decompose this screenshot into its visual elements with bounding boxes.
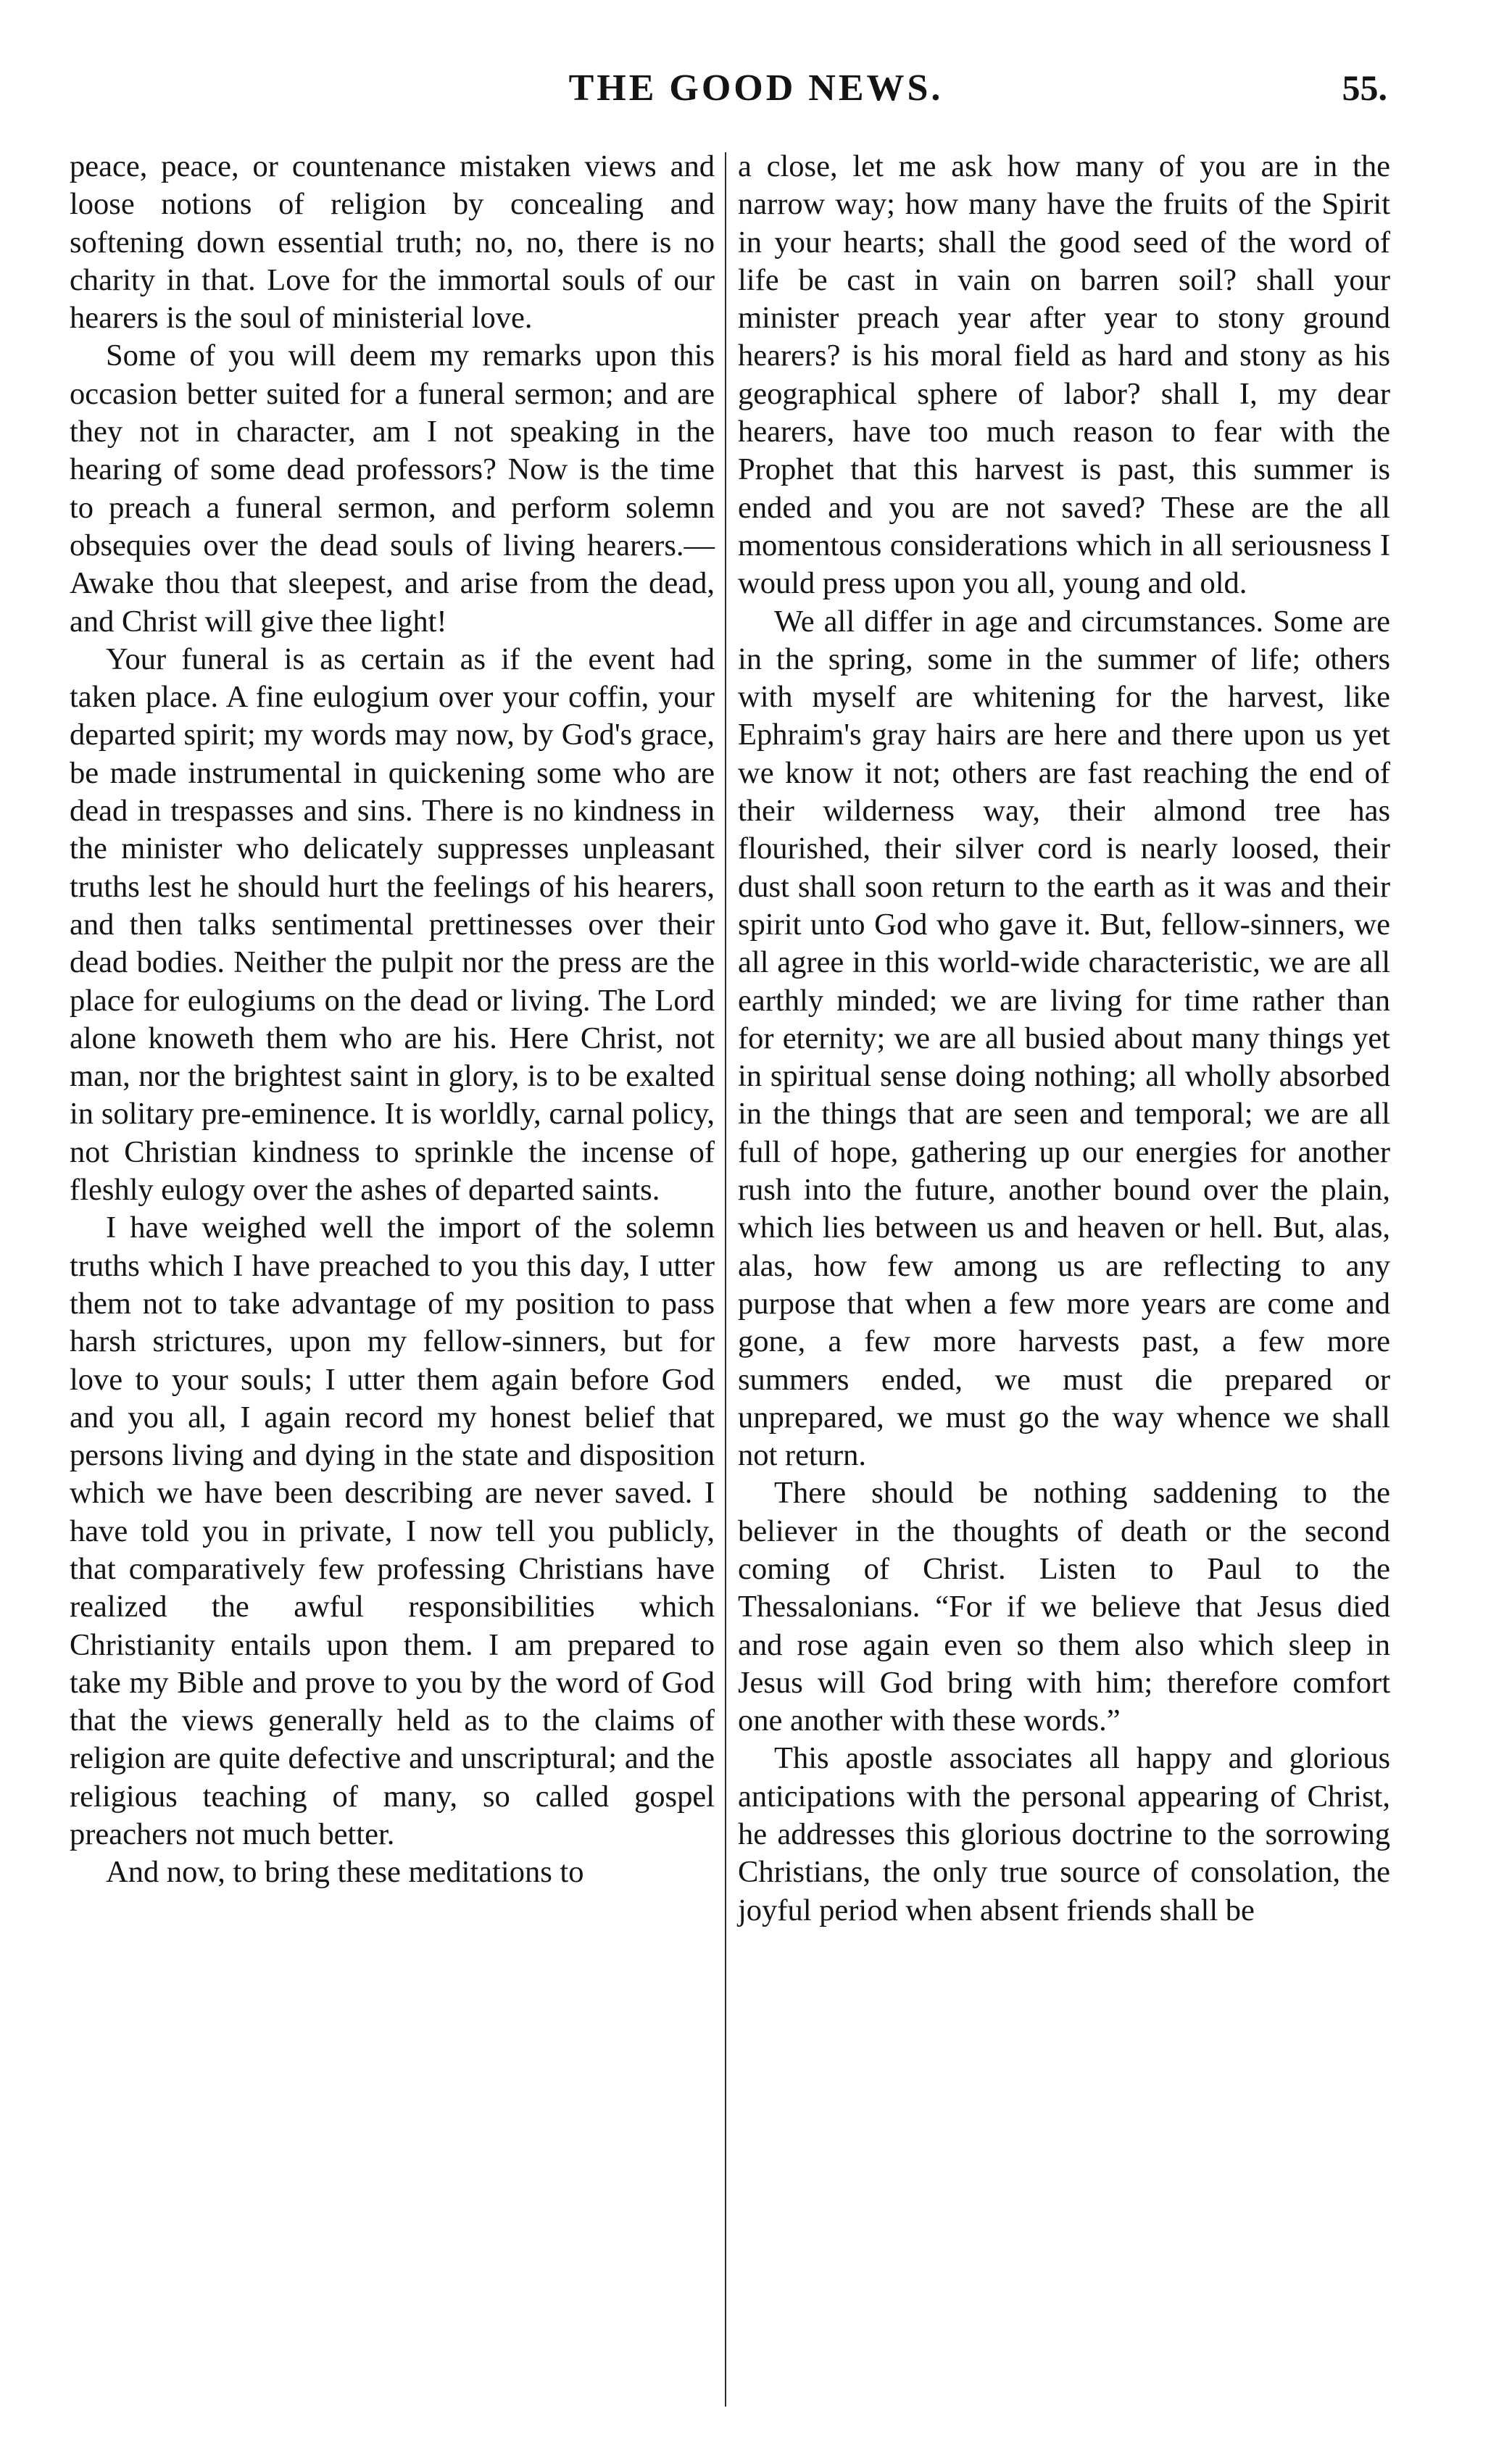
running-title: THE GOOD NEWS. <box>568 67 944 109</box>
paragraph: a close, let me ask how many of you are in the narrow way; how many have the fruits of the Spirit in your hearts; shall the good seed of the word of life be cast in vain on barren soil? shall your minister preach year after year to stony ground hearers? is his moral field as hard and stony as his geographical sphere of labor? shall I, my dear hearers, have too much reason to fear with the Prophet that this harvest is past, this summer is ended and you are not saved? These are the all momentous considerations which in all seriousness I would press upon you all, young and old. <box>738 149 1390 601</box>
paragraph: I have weighed well the import of the solemn truths which I have preached to you this day, I utter them not to take advantage of my position to pass harsh strictures, upon my fellow-sinners, but for love to your souls; I utter them again before God and you all, I again record my honest belief that persons living and dying in the state and disposition which we have been describing are never saved. I have told you in private, I now tell you publicly, that comparatively few professing Christians have realized the awful responsibilities which Christianity entails upon them. I am prepared to take my Bible and prove to you by the word of God that the views generally held as to the claims of religion are quite defective and unscriptural; and the religious teaching of many, so called gospel preachers not much better. <box>70 1211 715 1852</box>
page-number: 55. <box>1342 67 1387 108</box>
column-divider <box>725 152 726 2407</box>
paragraph: There should be nothing saddening to the believer in the thoughts of death or the second coming of Christ. Listen to Paul to the Thessalonians. “For if we believe that Jesus died and rose again even so them also which sleep in Jesus will God bring with him; therefore comfort one another with these words.” <box>738 1476 1390 1738</box>
left-column <box>70 148 715 2409</box>
page-header <box>0 67 1512 117</box>
paragraph: peace, peace, or countenance mistaken views and loose notions of religion by concealing and softening down essential truth; no, no, there is no charity in that. Love for the immortal souls of our hearers is the soul of ministerial love. <box>70 149 715 336</box>
paragraph: We all differ in age and circumstances. Some are in the spring, some in the summer of life; others with myself are whitening for the harvest, like Ephraim's gray hairs are here and there upon us yet we know it not; others are fast reaching the end of their wilderness way, their almond tree has flourished, their silver cord is nearly loosed, their dust shall soon return to the earth as it was and their spirit unto God who gave it. But, fellow-sinners, we all agree in this world-wide characteristic, we are all earthly minded; we are living for time rather than for eternity; we are all busied about many things yet in spiritual sense doing nothing; all wholly absorbed in the things that are seen and temporal; we are all full of hope, gathering up our energies for another rush into the future, another bound over the plain, which lies between us and heaven or hell. But, alas, alas, how few among us are reflecting to any purpose that when a few more years are come and gone, a few more harvests past, a few more summers ended, we must die prepared or unprepared, we must go the way whence we shall not return. <box>738 604 1390 1473</box>
paragraph: This apostle associates all happy and glorious anticipations with the personal appearing of Christ, he addresses this glorious doctrine to the sorrowing Christians, the only true source of consolation, the joyful period when absent friends shall be <box>738 1741 1390 1927</box>
right-column <box>738 148 1390 2409</box>
paragraph: And now, to bring these meditations to <box>106 1855 584 1890</box>
paragraph: Some of you will deem my remarks upon this occasion better suited for a funeral sermon; and are they not in character, am I not speaking in the hearing of some dead professors? Now is the time to preach a funeral sermon, and perform solemn obsequies over the dead souls of living hearers.—Awake thou that sleepest, and arise from the dead, and Christ will give thee light! <box>70 339 715 639</box>
paragraph: Your funeral is as certain as if the event had taken place. A fine eulogium over your coffin, your departed spirit; my words may now, by God's grace, be made instrumental in quickening some who are dead in trespasses and sins. There is no kindness in the minister who delicately suppresses unpleasant truths lest he should hurt the feelings of his hearers, and then talks sentimental prettinesses over their dead bodies. Neither the pulpit nor the press are the place for eulogiums on the dead or living. The Lord alone knoweth them who are his. Here Christ, not man, nor the brightest saint in glory, is to be exalted in solitary pre-eminence. It is worldly, carnal policy, not Christian kindness to sprinkle the incense of fleshly eulogy over the ashes of departed saints. <box>70 642 715 1208</box>
